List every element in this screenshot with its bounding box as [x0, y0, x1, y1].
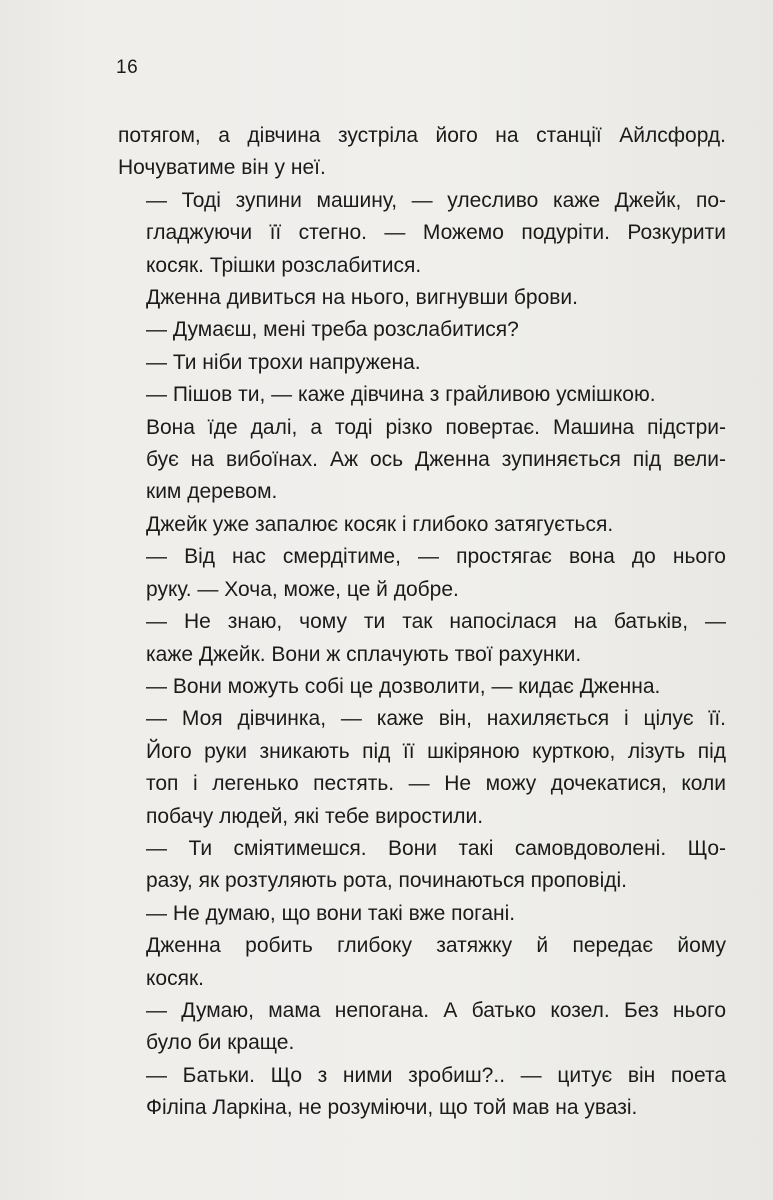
- paragraph: [118, 703, 726, 833]
- paragraph: [118, 509, 726, 541]
- paragraph: [118, 379, 726, 411]
- paragraph: [118, 282, 726, 314]
- paragraph: [118, 347, 726, 379]
- text-line: топ і легенько пестять. — Не можу дочекатися, коли: [146, 772, 726, 796]
- text-line: — Вони можуть собі це дозволити, — кидає Дженна.: [146, 674, 661, 698]
- text-line: гладжуючи її стегно. — Можемо подуріти. Розкурити: [146, 221, 726, 245]
- paragraph: [118, 120, 726, 185]
- paragraph: [118, 185, 726, 282]
- text-line: руку. — Хоча, може, це й добре.: [146, 577, 459, 601]
- text-line: — Думаєш, мені треба розслабитися?: [146, 318, 519, 342]
- text-line: — Батьки. Що з ними зробиш?.. — цитує він поета: [146, 1063, 726, 1087]
- text-line: Дженна робить глибоку затяжку й передає йому: [146, 934, 726, 958]
- paragraph: [118, 412, 726, 509]
- text-line: Дженна дивиться на нього, вигнувши брови.: [146, 286, 578, 310]
- paragraph: [118, 930, 726, 995]
- text-line: Вона їде далі, а тоді різко повертає. Машина підстри-: [146, 415, 726, 439]
- text-line: косяк.: [146, 966, 204, 990]
- page-number: 16: [116, 57, 139, 78]
- paragraph: [118, 898, 726, 930]
- text-line: — Від нас смердітиме, — простягає вона до нього: [146, 545, 726, 569]
- paragraph: [118, 995, 726, 1060]
- text-line: побачу людей, які тебе виростили.: [146, 804, 484, 828]
- text-line: Ночуватиме він у неї.: [118, 156, 326, 180]
- text-line: каже Джейк. Вони ж сплачують твої рахунки.: [146, 642, 582, 666]
- text-line: — Не знаю, чому ти так напосілася на батьків, —: [146, 610, 726, 634]
- paragraph: [118, 1060, 726, 1125]
- text-line: разу, як розтуляють рота, починаються проповіді.: [146, 869, 628, 893]
- text-line: ким деревом.: [146, 480, 278, 504]
- text-line: потягом, а дівчина зустріла його на станції Айлсфорд.: [118, 124, 726, 147]
- text-line: було би краще.: [146, 1031, 295, 1055]
- text-line: — Ти сміятимешся. Вони такі самовдоволені. Що-: [146, 836, 726, 860]
- paragraph: [118, 606, 726, 671]
- paragraph: [118, 314, 726, 346]
- text-line: — Моя дівчинка, — каже він, нахиляється і цілує її.: [146, 707, 726, 731]
- text-line: Його руки зникають під її шкіряною курткою, лізуть під: [146, 739, 726, 763]
- text-line: косяк. Трішки розслабитися.: [146, 253, 422, 277]
- paragraph: [118, 671, 726, 703]
- text-line: — Пішов ти, — каже дівчина з грайливою усмішкою.: [146, 383, 656, 407]
- text-line: Філіпа Ларкіна, не розуміючи, що той мав на увазі.: [146, 1096, 638, 1120]
- text-line: — Думаю, мама непогана. А батько козел. Без нього: [146, 998, 726, 1022]
- text-line: Джейк уже запалює косяк і глибоко затягується.: [146, 512, 614, 536]
- paragraph: [118, 541, 726, 606]
- body-text: [118, 120, 726, 1125]
- paragraph: [118, 833, 726, 898]
- text-line: — Не думаю, що вони такі вже погані.: [146, 901, 516, 925]
- text-line: — Ти ніби трохи напружена.: [146, 350, 421, 374]
- text-line: бує на вибоїнах. Аж ось Дженна зупиняється під вели-: [146, 448, 726, 472]
- text-line: — Тоді зупини машину, — улесливо каже Джейк, по-: [146, 188, 726, 212]
